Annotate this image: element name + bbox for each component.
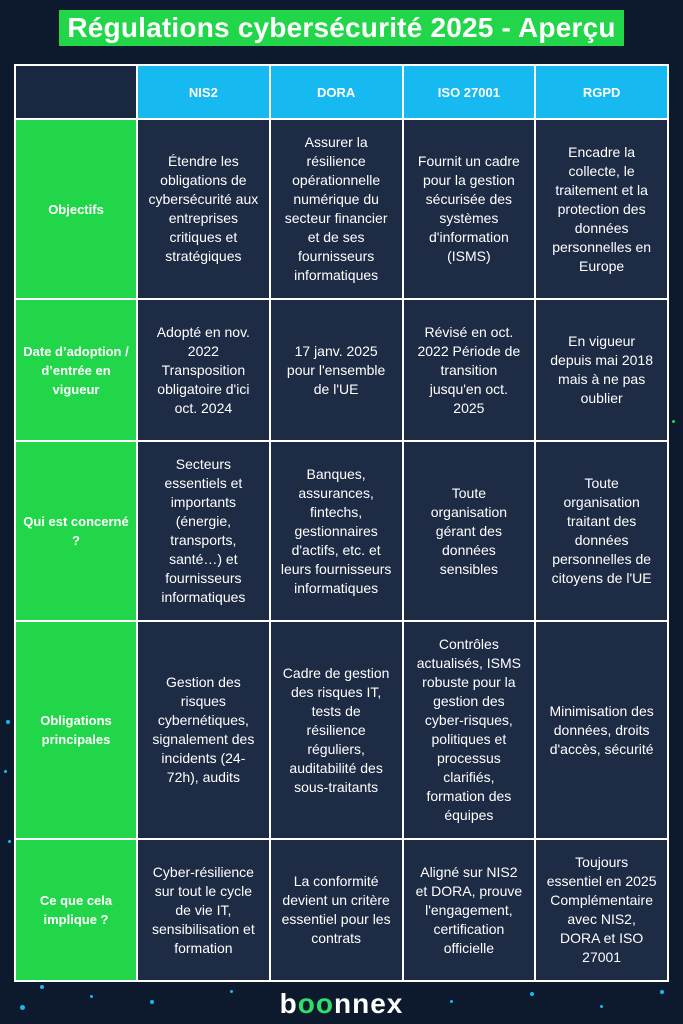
table-cell: En vigueur depuis mai 2018 mais à ne pas oublier	[535, 299, 668, 441]
table-cell: Aligné sur NIS2 et DORA, prouve l'engagement, certification officielle	[403, 839, 536, 981]
row-header: Qui est concerné ?	[15, 441, 137, 621]
boonnex-logo	[0, 988, 683, 1020]
table-cell: 17 janv. 2025 pour l'ensemble de l'UE	[270, 299, 403, 441]
table-cell: Toute organisation traitant des données personnelles de citoyens de l'UE	[535, 441, 668, 621]
table-row-implique	[15, 839, 668, 981]
table-cell: Contrôles actualisés, ISMS robuste pour la gestion des cyber-risques, politiques et processus clarifiés, formation des équipes	[403, 621, 536, 839]
table-row-concerne	[15, 441, 668, 621]
logo-part: b	[279, 988, 298, 1019]
logo-part: nnex	[333, 988, 404, 1019]
page-title: Régulations cybersécurité 2025 - Aperçu	[59, 10, 623, 46]
table-cell: Secteurs essentiels et importants (énergie, transports, santé…) et fournisseurs informatiques	[137, 441, 270, 621]
table-cell: La conformité devient un critère essentiel pour les contrats	[270, 839, 403, 981]
table-cell: Toujours essentiel en 2025 Complémentaire avec NIS2, DORA et ISO 27001	[535, 839, 668, 981]
corner-cell	[15, 65, 137, 119]
header-row	[15, 65, 668, 119]
column-header-rgpd: RGPD	[535, 65, 668, 119]
table-cell: Étendre les obligations de cybersécurité aux entreprises critiques et stratégiques	[137, 119, 270, 299]
table-cell: Adopté en nov. 2022 Transposition obligatoire d'ici oct. 2024	[137, 299, 270, 441]
table-cell: Assurer la résilience opérationnelle numérique du secteur financier et de ses fournisseurs informatiques	[270, 119, 403, 299]
column-header-iso27001: ISO 27001	[403, 65, 536, 119]
regulations-table	[14, 64, 669, 982]
table-cell: Cyber-résilience sur tout le cycle de vie IT, sensibilisation et formation	[137, 839, 270, 981]
table-cell: Minimisation des données, droits d'accès, sécurité	[535, 621, 668, 839]
column-header-nis2: NIS2	[137, 65, 270, 119]
table-row-date	[15, 299, 668, 441]
row-header: Obligations principales	[15, 621, 137, 839]
table-cell: Fournit un cadre pour la gestion sécurisée des systèmes d'information (ISMS)	[403, 119, 536, 299]
table-cell: Cadre de gestion des risques IT, tests de résilience réguliers, auditabilité des sous-traitants	[270, 621, 403, 839]
row-header: Objectifs	[15, 119, 137, 299]
row-header: Ce que cela implique ?	[15, 839, 137, 981]
table-cell: Gestion des risques cybernétiques, signalement des incidents (24-72h), audits	[137, 621, 270, 839]
table-cell: Toute organisation gérant des données sensibles	[403, 441, 536, 621]
table-row-obligations	[15, 621, 668, 839]
table-cell: Banques, assurances, fintechs, gestionnaires d'actifs, etc. et leurs fournisseurs informatiques	[270, 441, 403, 621]
row-header: Date d’adoption / d’entrée en vigueur	[15, 299, 137, 441]
logo-part: oo	[297, 988, 334, 1019]
table-row-objectifs	[15, 119, 668, 299]
table-cell: Révisé en oct. 2022 Période de transition jusqu'en oct. 2025	[403, 299, 536, 441]
table-cell: Encadre la collecte, le traitement et la protection des données personnelles en Europe	[535, 119, 668, 299]
column-header-dora: DORA	[270, 65, 403, 119]
